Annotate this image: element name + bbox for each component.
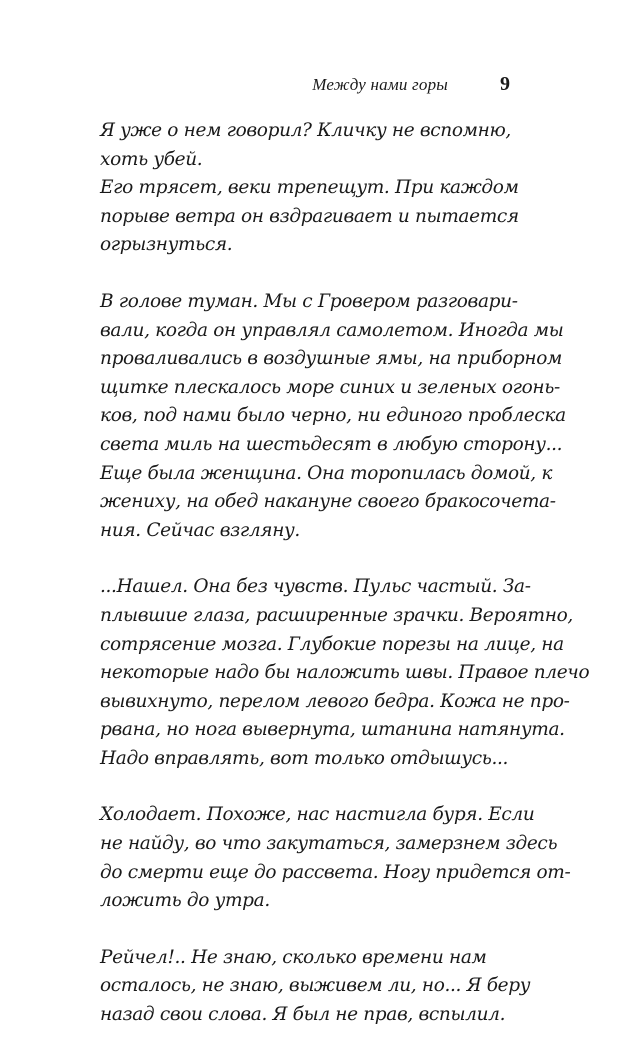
paragraph-group bbox=[100, 801, 571, 915]
paragraph-group bbox=[100, 288, 566, 545]
text-line: Рейчел!.. Не знаю, сколько времени нам bbox=[100, 946, 487, 968]
text-line: Я уже о нем говорил? Кличку не вспомню, bbox=[100, 120, 511, 141]
paragraph bbox=[100, 801, 571, 915]
text-line: жениху, на обед накануне своего бракосочета- bbox=[100, 491, 556, 513]
text-line: вали, когда он управлял самолетом. Иногда мы bbox=[100, 319, 564, 341]
text-line: Его трясет, веки трепещут. При каждом bbox=[100, 177, 519, 199]
paragraph bbox=[100, 573, 590, 773]
text-line: ложить до утра. bbox=[100, 890, 270, 912]
text-line: назад свои слова. Я был не прав, вспылил. bbox=[100, 1004, 506, 1026]
running-head bbox=[100, 72, 512, 98]
text-line: вывихнуто, перелом левого бедра. Кожа не про- bbox=[100, 690, 570, 712]
text-line: не найду, во что закутаться, замерзнем здесь bbox=[100, 833, 558, 855]
page-number: 9 bbox=[500, 73, 510, 95]
text-line: плывшие глаза, расширенные зрачки. Вероятно, bbox=[100, 604, 573, 626]
paragraph bbox=[100, 117, 512, 174]
text-line: Холодает. Похоже, нас настигла буря. Если bbox=[100, 804, 535, 826]
paragraph bbox=[100, 944, 531, 1030]
paragraph bbox=[100, 174, 519, 260]
running-title: Между нами горы bbox=[312, 75, 448, 94]
text-line: ...Нашел. Она без чувств. Пульс частый. За- bbox=[100, 576, 531, 598]
body-text bbox=[100, 117, 590, 1058]
text-line: огрызнуться. bbox=[100, 234, 233, 256]
text-line: ков, под нами было черно, ни единого проблеска bbox=[100, 405, 566, 427]
paragraph-group bbox=[100, 944, 531, 1030]
paragraph-group bbox=[100, 117, 519, 260]
text-line: В голове туман. Мы с Гровером разговари- bbox=[100, 290, 518, 312]
paragraph-group bbox=[100, 573, 590, 773]
text-line: некоторые надо бы наложить швы. Правое плечо bbox=[100, 662, 590, 684]
paragraph bbox=[100, 288, 566, 545]
text-line: сотрясение мозга. Глубокие порезы на лице, на bbox=[100, 633, 564, 655]
text-line: осталось, не знаю, выживем ли, но... Я беру bbox=[100, 975, 531, 997]
text-line: Еще была женщина. Она торопилась домой, к bbox=[100, 462, 553, 484]
text-line: ния. Сейчас взгляну. bbox=[100, 519, 300, 541]
text-line: рвана, но нога вывернута, штанина натянута. bbox=[100, 719, 565, 741]
text-line: щитке плескалось море синих и зеленых огонь- bbox=[100, 376, 560, 398]
text-line: Надо вправлять, вот только отдышусь... bbox=[100, 747, 509, 769]
text-line: порыве ветра он вздрагивает и пытается bbox=[100, 205, 519, 227]
text-line: света миль на шестьдесят в любую сторону... bbox=[100, 433, 563, 455]
text-line: до смерти еще до рассвета. Ногу придется от- bbox=[100, 861, 571, 883]
text-line: хоть убей. bbox=[100, 148, 203, 170]
text-line: проваливались в воздушные ямы, на приборном bbox=[100, 348, 562, 370]
